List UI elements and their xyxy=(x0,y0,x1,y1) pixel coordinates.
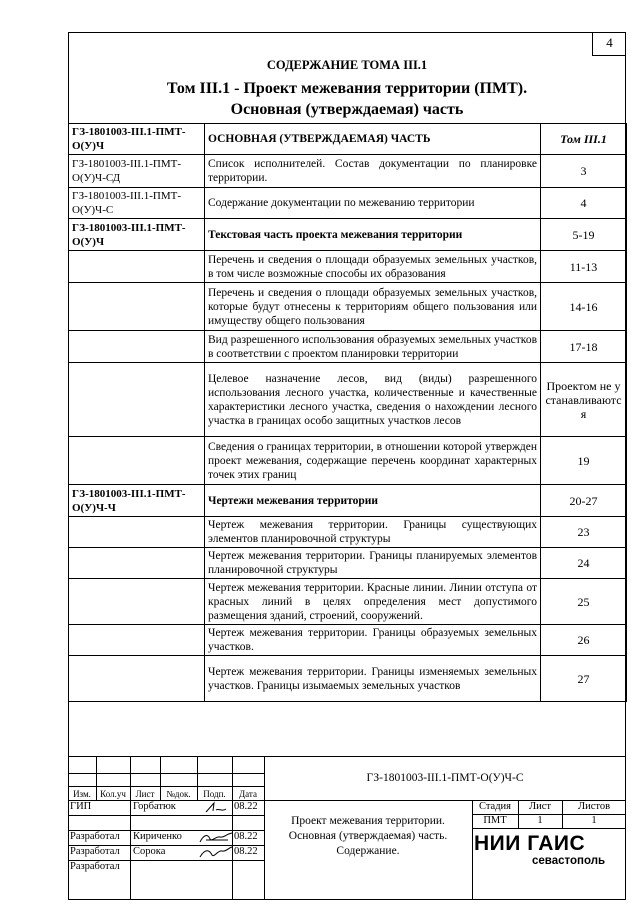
volume-title-line1: Том III.1 - Проект межевания территории (ПМТ). xyxy=(166,80,528,97)
table-row xyxy=(69,579,627,625)
stamp-sheet-value: 1 xyxy=(537,815,543,826)
stamp-role: ГИП xyxy=(70,801,92,812)
table-row xyxy=(69,155,627,188)
row-page: 24 xyxy=(541,548,627,579)
table-row xyxy=(69,548,627,579)
stamp-stage-label: Стадия xyxy=(478,801,512,812)
stamp-col-header: №док. xyxy=(166,789,191,799)
stamp-date: 08.22 xyxy=(234,846,258,857)
row-page: 23 xyxy=(541,517,627,548)
row-desc: Чертеж межевания территории. Границы образуемых земельных участков. xyxy=(205,625,541,656)
row-desc: Чертеж межевания территории. Красные линии. Линии отступа от красных линий в целях определения мест допустимого размещения зданий, строений, сооружений. xyxy=(205,579,541,625)
stamp-name: Кириченко xyxy=(133,831,182,842)
table-row xyxy=(69,188,627,219)
table-row xyxy=(69,625,627,656)
volume-title xyxy=(68,78,626,120)
stamp-sheets-value: 1 xyxy=(591,815,597,826)
row-code xyxy=(69,331,205,363)
row-desc: Чертеж межевания территории. Границы существующих элементов планировочной структуры xyxy=(205,517,541,548)
table-row xyxy=(69,283,627,331)
table-row xyxy=(69,656,627,702)
row-desc: Вид разрешенного использования образуемых земельных участков в соответствии с проектом планировки территории xyxy=(205,331,541,363)
page-number: 4 xyxy=(592,32,626,56)
row-page: 11-13 xyxy=(541,251,627,283)
row-code: ГЗ-1801003-III.1-ПМТ-О(У)Ч xyxy=(69,219,205,251)
stamp-doc-code: ГЗ-1801003-III.1-ПМТ-О(У)Ч-С xyxy=(366,772,524,784)
signature-icon xyxy=(198,845,234,860)
contents-title: СОДЕРЖАНИЕ ТОМА III.1 xyxy=(266,58,428,72)
row-desc: Чертеж межевания территории. Границы изменяемых земельных участков. Границы изымаемых земельных участков xyxy=(205,656,541,702)
stamp-doc-title xyxy=(264,814,472,859)
stamp-sheet-label: Лист xyxy=(529,801,551,812)
row-desc: Содержание документации по межеванию территории xyxy=(205,188,541,219)
row-code xyxy=(69,251,205,283)
stamp-role: Разработал xyxy=(70,846,120,857)
table-row xyxy=(69,124,627,155)
stamp-col-header: Дата xyxy=(239,789,257,799)
signature-icon xyxy=(202,800,230,815)
org-name: НИИ ГАИС xyxy=(474,832,586,855)
row-page: 4 xyxy=(541,188,627,219)
table-row xyxy=(69,517,627,548)
row-page: 20-27 xyxy=(541,485,627,517)
table-row xyxy=(69,251,627,283)
stamp-name: Сорока xyxy=(133,846,166,857)
org-city: севастополь xyxy=(532,855,606,867)
row-page: 3 xyxy=(541,155,627,188)
stamp-name: Горбатюк xyxy=(133,801,176,812)
row-code xyxy=(69,283,205,331)
row-code xyxy=(69,437,205,485)
volume-title-line2: Основная (утверждаемая) часть xyxy=(230,101,464,118)
stamp-doc-title-line: Основная (утверждаемая) часть. xyxy=(288,830,448,842)
stamp-date: 08.22 xyxy=(234,801,258,812)
row-desc: Перечень и сведения о площади образуемых земельных участков, в том числе возможные способы их образования xyxy=(205,251,541,283)
row-desc: Целевое назначение лесов, вид (виды) разрешенного использования лесного участка, количественные и качественные характеристики лесного участка, сведения о нахождении лесного участка в границах особо защитных участков лесов xyxy=(205,363,541,437)
row-page: 17-18 xyxy=(541,331,627,363)
stamp-sheets-label: Листов xyxy=(577,801,611,812)
row-page: 19 xyxy=(541,437,627,485)
row-page: 26 xyxy=(541,625,627,656)
row-desc: ОСНОВНАЯ (УТВЕРЖДАЕМАЯ) ЧАСТЬ xyxy=(205,124,541,155)
stamp-date: 08.22 xyxy=(234,831,258,842)
stamp-role: Разработал xyxy=(70,861,120,872)
row-desc: Чертежи межевания территории xyxy=(205,485,541,517)
row-code: ГЗ-1801003-III.1-ПМТ-О(У)Ч xyxy=(69,124,205,155)
table-row xyxy=(69,219,627,251)
row-page: 27 xyxy=(541,656,627,702)
signature-icon xyxy=(198,830,234,845)
row-page: 25 xyxy=(541,579,627,625)
row-desc: Текстовая часть проекта межевания территории xyxy=(205,219,541,251)
row-page: Проектом не устанавливаются xyxy=(541,363,627,437)
row-code xyxy=(69,517,205,548)
row-desc: Чертеж межевания территории. Границы планируемых элементов планировочной структуры xyxy=(205,548,541,579)
row-code: ГЗ-1801003-III.1-ПМТ-О(У)Ч-Ч xyxy=(69,485,205,517)
stamp-role: Разработал xyxy=(70,831,120,842)
stamp-stage-value: ПМТ xyxy=(483,815,507,826)
row-page: 5-19 xyxy=(541,219,627,251)
table-row xyxy=(69,485,627,517)
stamp-col-header: Кол.уч xyxy=(100,789,126,799)
stamp-doc-title-line: Содержание. xyxy=(336,845,400,857)
row-code: ГЗ-1801003-III.1-ПМТ-О(У)Ч-С xyxy=(69,188,205,219)
row-code xyxy=(69,625,205,656)
row-code xyxy=(69,363,205,437)
table-row xyxy=(69,363,627,437)
row-desc: Список исполнителей. Состав документации по планировке территории. xyxy=(205,155,541,188)
stamp-col-header: Изм. xyxy=(73,789,91,799)
table-row xyxy=(69,331,627,363)
row-desc: Сведения о границах территории, в отношении которой утвержден проект межевания, содержащие перечень координат характерных точек этих границ xyxy=(205,437,541,485)
row-desc: Перечень и сведения о площади образуемых земельных участков, которые будут отнесены к территориям общего пользования или имуществу общего пользования xyxy=(205,283,541,331)
contents-table xyxy=(68,123,627,702)
row-page: 14-16 xyxy=(541,283,627,331)
stamp-col-header: Лист xyxy=(135,789,155,799)
row-page: Том III.1 xyxy=(541,124,627,155)
row-code: ГЗ-1801003-III.1-ПМТ-О(У)Ч-СД xyxy=(69,155,205,188)
stamp-col-header: Подп. xyxy=(203,789,226,799)
row-code xyxy=(69,579,205,625)
row-code xyxy=(69,656,205,702)
stamp-doc-title-line: Проект межевания территории. xyxy=(291,815,445,827)
org-logo xyxy=(474,833,605,867)
table-row xyxy=(69,437,627,485)
row-code xyxy=(69,548,205,579)
